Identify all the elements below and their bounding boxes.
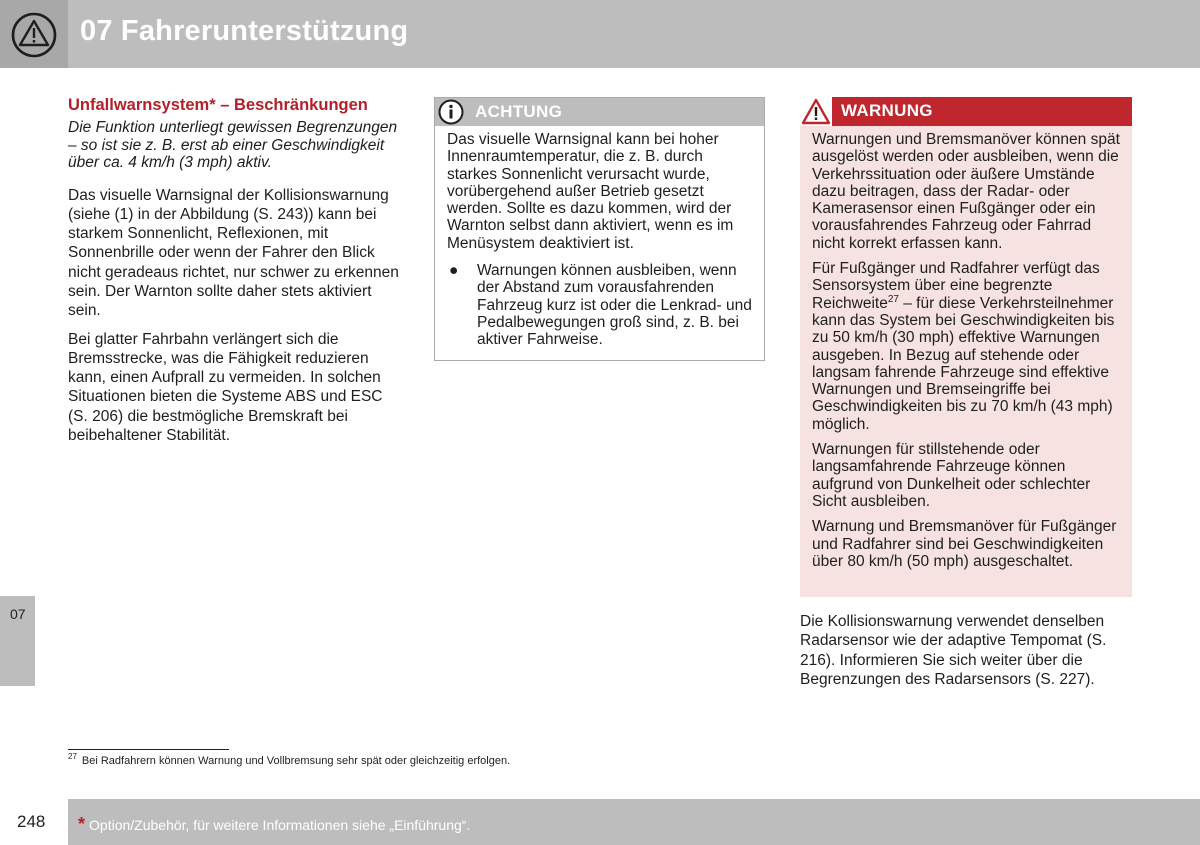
- achtung-body: [435, 126, 764, 349]
- intro-text: Die Funktion unterliegt gewissen Begrenzungen – so ist sie z. B. erst ab einer Geschwindigkeit über ca. 4 km/h (3 mph) aktiv.: [68, 119, 398, 171]
- page-footer: [0, 799, 1200, 845]
- warnung-header: [800, 97, 1132, 126]
- achtung-box: [434, 97, 765, 361]
- page-number: 248: [17, 812, 46, 831]
- achtung-label: ACHTUNG: [475, 102, 563, 121]
- body-paragraph: Bei glatter Fahrbahn verlängert sich die Bremsstrecke, was die Fähigkeit reduzieren kann, einen Aufprall zu vermeiden. In solchen Situationen bieten die Systeme ABS und ESC (S. 206) die bestmögliche Bremskraft bei beibehaltener Stabilität.: [68, 330, 383, 445]
- bullet-text: Warnungen können ausbleiben, wenn der Abstand zum vorausfahrenden Fahrzeug kurz ist oder die Lenkrad- und Pedalbewegungen groß sind, z. B. bei aktiver Fahrweise.: [477, 262, 752, 349]
- info-circle-icon: [436, 98, 466, 126]
- warnung-paragraph: Warnung und Bremsmanöver für Fußgänger und Radfahrer sind bei Geschwindigkeiten über 80 km/h (50 mph) ausgeschaltet.: [812, 518, 1117, 570]
- footnote: [68, 752, 511, 767]
- chapter-title: 07 Fahrerunterstützung: [80, 15, 409, 47]
- warnung-label: WARNUNG: [841, 101, 933, 120]
- warnung-paragraph: Warnungen für stillstehende oder langsamfahrende Fahrzeuge können aufgrund von Dunkelheit oder schlechter Sicht ausbleiben.: [812, 441, 1091, 510]
- body-paragraph: Die Kollisionswarnung verwendet denselben Radarsensor wie der adaptive Tempomat (S. 216). Informieren Sie sich weiter über die Begrenzungen des Radarsensors (S. 227).: [800, 613, 1107, 688]
- asterisk-icon: *: [78, 814, 86, 834]
- achtung-text: Das visuelle Warnsignal kann bei hoher Innenraumtemperatur, die z. B. durch starkes Sonnenlicht verursacht wurde, vorübergehend außer Betrieb gesetzt werden. Sollte es dazu kommen, wird der Warnton selbst dann aktiviert, wenn es im Menüsystem deaktiviert ist.: [447, 131, 734, 252]
- warnung-body: [800, 126, 1132, 570]
- warnung-box: [800, 97, 1132, 597]
- warnung-text: – für diese Verkehrsteilnehmer kann das System bei Geschwindigkeiten bis zu 50 km/h (30 mph) effektive Warnungen ausgeben. In Bezug auf stehende oder langsam fahrende Fahrzeuge sind effektive Warnungen und Bremseingriffe bei Geschwindigkeiten bis zu 70 km/h (43 mph) möglich.: [812, 294, 1115, 433]
- warnung-paragraph: [812, 260, 1120, 433]
- chapter-side-tab: [0, 596, 35, 686]
- list-item: [447, 262, 752, 348]
- header-icon-box: [0, 0, 68, 68]
- page-number-box: [0, 799, 68, 845]
- footnote-number: 27: [68, 752, 77, 762]
- body-paragraph: Das visuelle Warnsignal der Kollisionswarnung (siehe (1) in der Abbildung (S. 243)) kann bei starkem Sonnenlicht, Reflexionen, mit Sonnenbrille oder wenn der Fahrer den Blick nicht geradeaus richtet, nur schwer zu erkennen sein. Der Warnton sollte daher stets aktiviert sein.: [68, 186, 399, 320]
- bullet-icon: ●: [449, 262, 459, 280]
- warning-triangle-icon: [11, 12, 57, 58]
- column-main-text: [68, 96, 404, 454]
- footer-note-text: Option/Zubehör, für weitere Informationen siehe „Einführung“.: [89, 817, 471, 833]
- warnung-text: Für Fußgänger und Radfahrer verfügt das Sensorsystem über eine begrenzte Reichweite: [812, 260, 1100, 312]
- warning-triangle-icon: [800, 97, 832, 126]
- side-tab-label: 07: [10, 606, 26, 622]
- achtung-header: [435, 98, 764, 126]
- footnote-reference[interactable]: 27: [887, 293, 899, 305]
- warnung-paragraph: Warnungen und Bremsmanöver können spät ausgelöst werden oder ausbleiben, wenn die Verkehrssituation oder äußere Umstände dazu beitragen, dass der Radar- oder Kamerasensor einen Fußgänger oder ein vorausfahrendes Fahrzeug oder Fahrrad nicht korrekt erfassen kann.: [812, 131, 1120, 252]
- footer-note: [78, 814, 470, 835]
- footnote-divider: [68, 749, 229, 750]
- page-header: [0, 0, 1200, 68]
- section-title: Unfallwarnsystem* – Beschränkungen: [68, 96, 368, 114]
- footnote-text: Bei Radfahrern können Warnung und Vollbremsung sehr spät oder gleichzeitig erfolgen.: [81, 755, 511, 767]
